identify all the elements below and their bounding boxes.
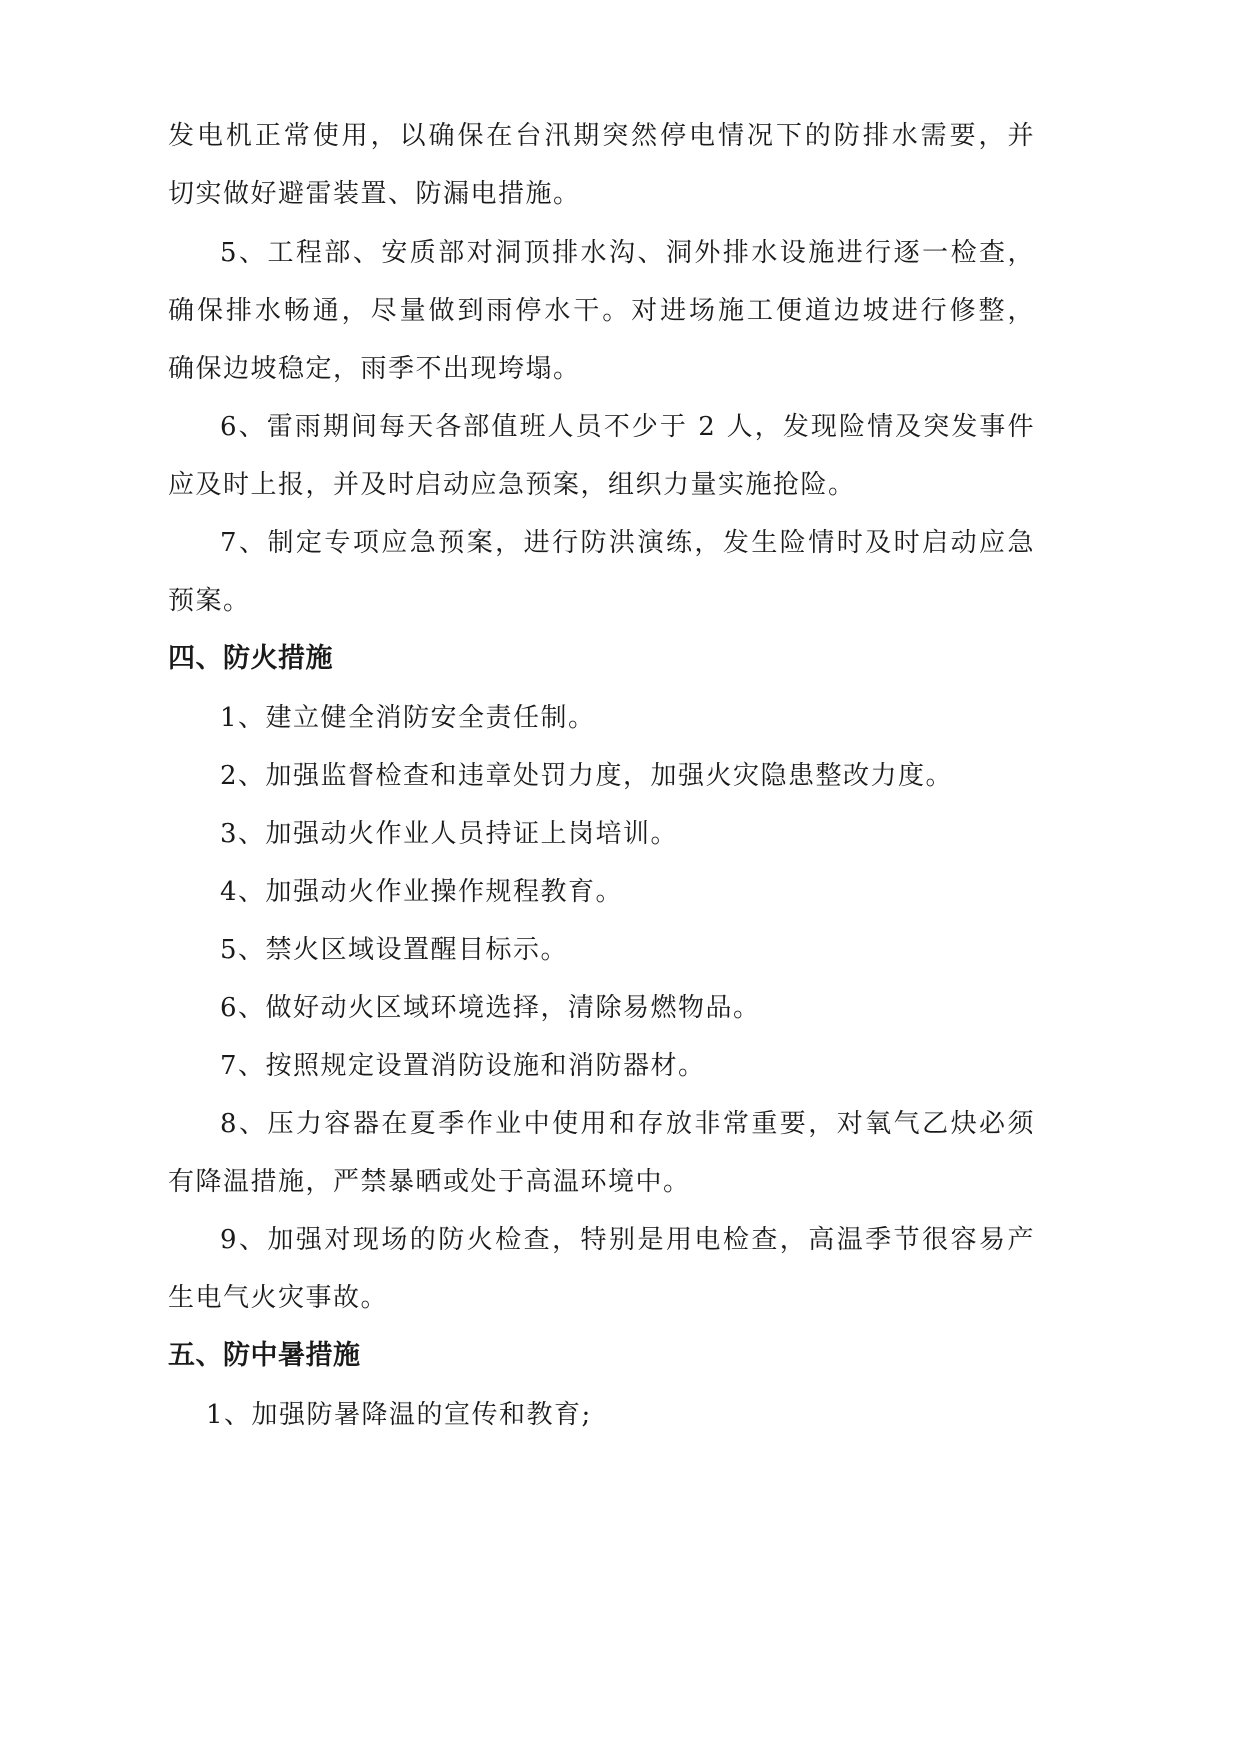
list-item: 1、建立健全消防安全责任制。 — [220, 703, 596, 733]
list-item: 1、加强防暑降温的宣传和教育; — [206, 1400, 592, 1430]
list-item: 6、做好动火区域环境选择，清除易燃物品。 — [220, 993, 761, 1023]
paragraph-line: 5、工程部、安质部对洞顶排水沟、洞外排水设施进行逐一检查， — [220, 238, 1035, 268]
list-item-continuation: 生电气火灾事故。 — [168, 1283, 389, 1313]
section-heading-fire-prevention: 四、防火措施 — [168, 643, 333, 674]
paragraph-line: 发电机正常使用，以确保在台汛期突然停电情况下的防排水需要，并 — [168, 121, 1035, 151]
list-item: 8、压力容器在夏季作业中使用和存放非常重要，对氧气乙炔必须 — [220, 1109, 1035, 1139]
list-item: 2、加强监督检查和违章处罚力度，加强火灾隐患整改力度。 — [220, 761, 954, 791]
paragraph-line: 6、雷雨期间每天各部值班人员不少于 2 人，发现险情及突发事件 — [220, 412, 1035, 442]
paragraph-line: 确保排水畅通，尽量做到雨停水干。对进场施工便道边坡进行修整， — [168, 296, 1035, 326]
list-item: 4、加强动火作业操作规程教育。 — [220, 877, 624, 907]
paragraph-line: 7、制定专项应急预案，进行防洪演练，发生险情时及时启动应急 — [220, 528, 1035, 558]
list-item: 7、按照规定设置消防设施和消防器材。 — [220, 1051, 706, 1081]
paragraph-line: 预案。 — [168, 586, 251, 616]
list-item: 5、禁火区域设置醒目标示。 — [220, 935, 569, 965]
list-item-continuation: 有降温措施，严禁暴晒或处于高温环境中。 — [168, 1167, 691, 1197]
paragraph-line: 应及时上报，并及时启动应急预案，组织力量实施抢险。 — [168, 470, 856, 500]
paragraph-line: 切实做好避雷装置、防漏电措施。 — [168, 179, 581, 209]
section-heading-heatstroke-prevention: 五、防中暑措施 — [168, 1340, 361, 1371]
paragraph-line: 确保边坡稳定，雨季不出现垮塌。 — [168, 354, 581, 384]
list-item: 3、加强动火作业人员持证上岗培训。 — [220, 819, 679, 849]
list-item: 9、加强对现场的防火检查，特别是用电检查，高温季节很容易产 — [220, 1225, 1035, 1255]
